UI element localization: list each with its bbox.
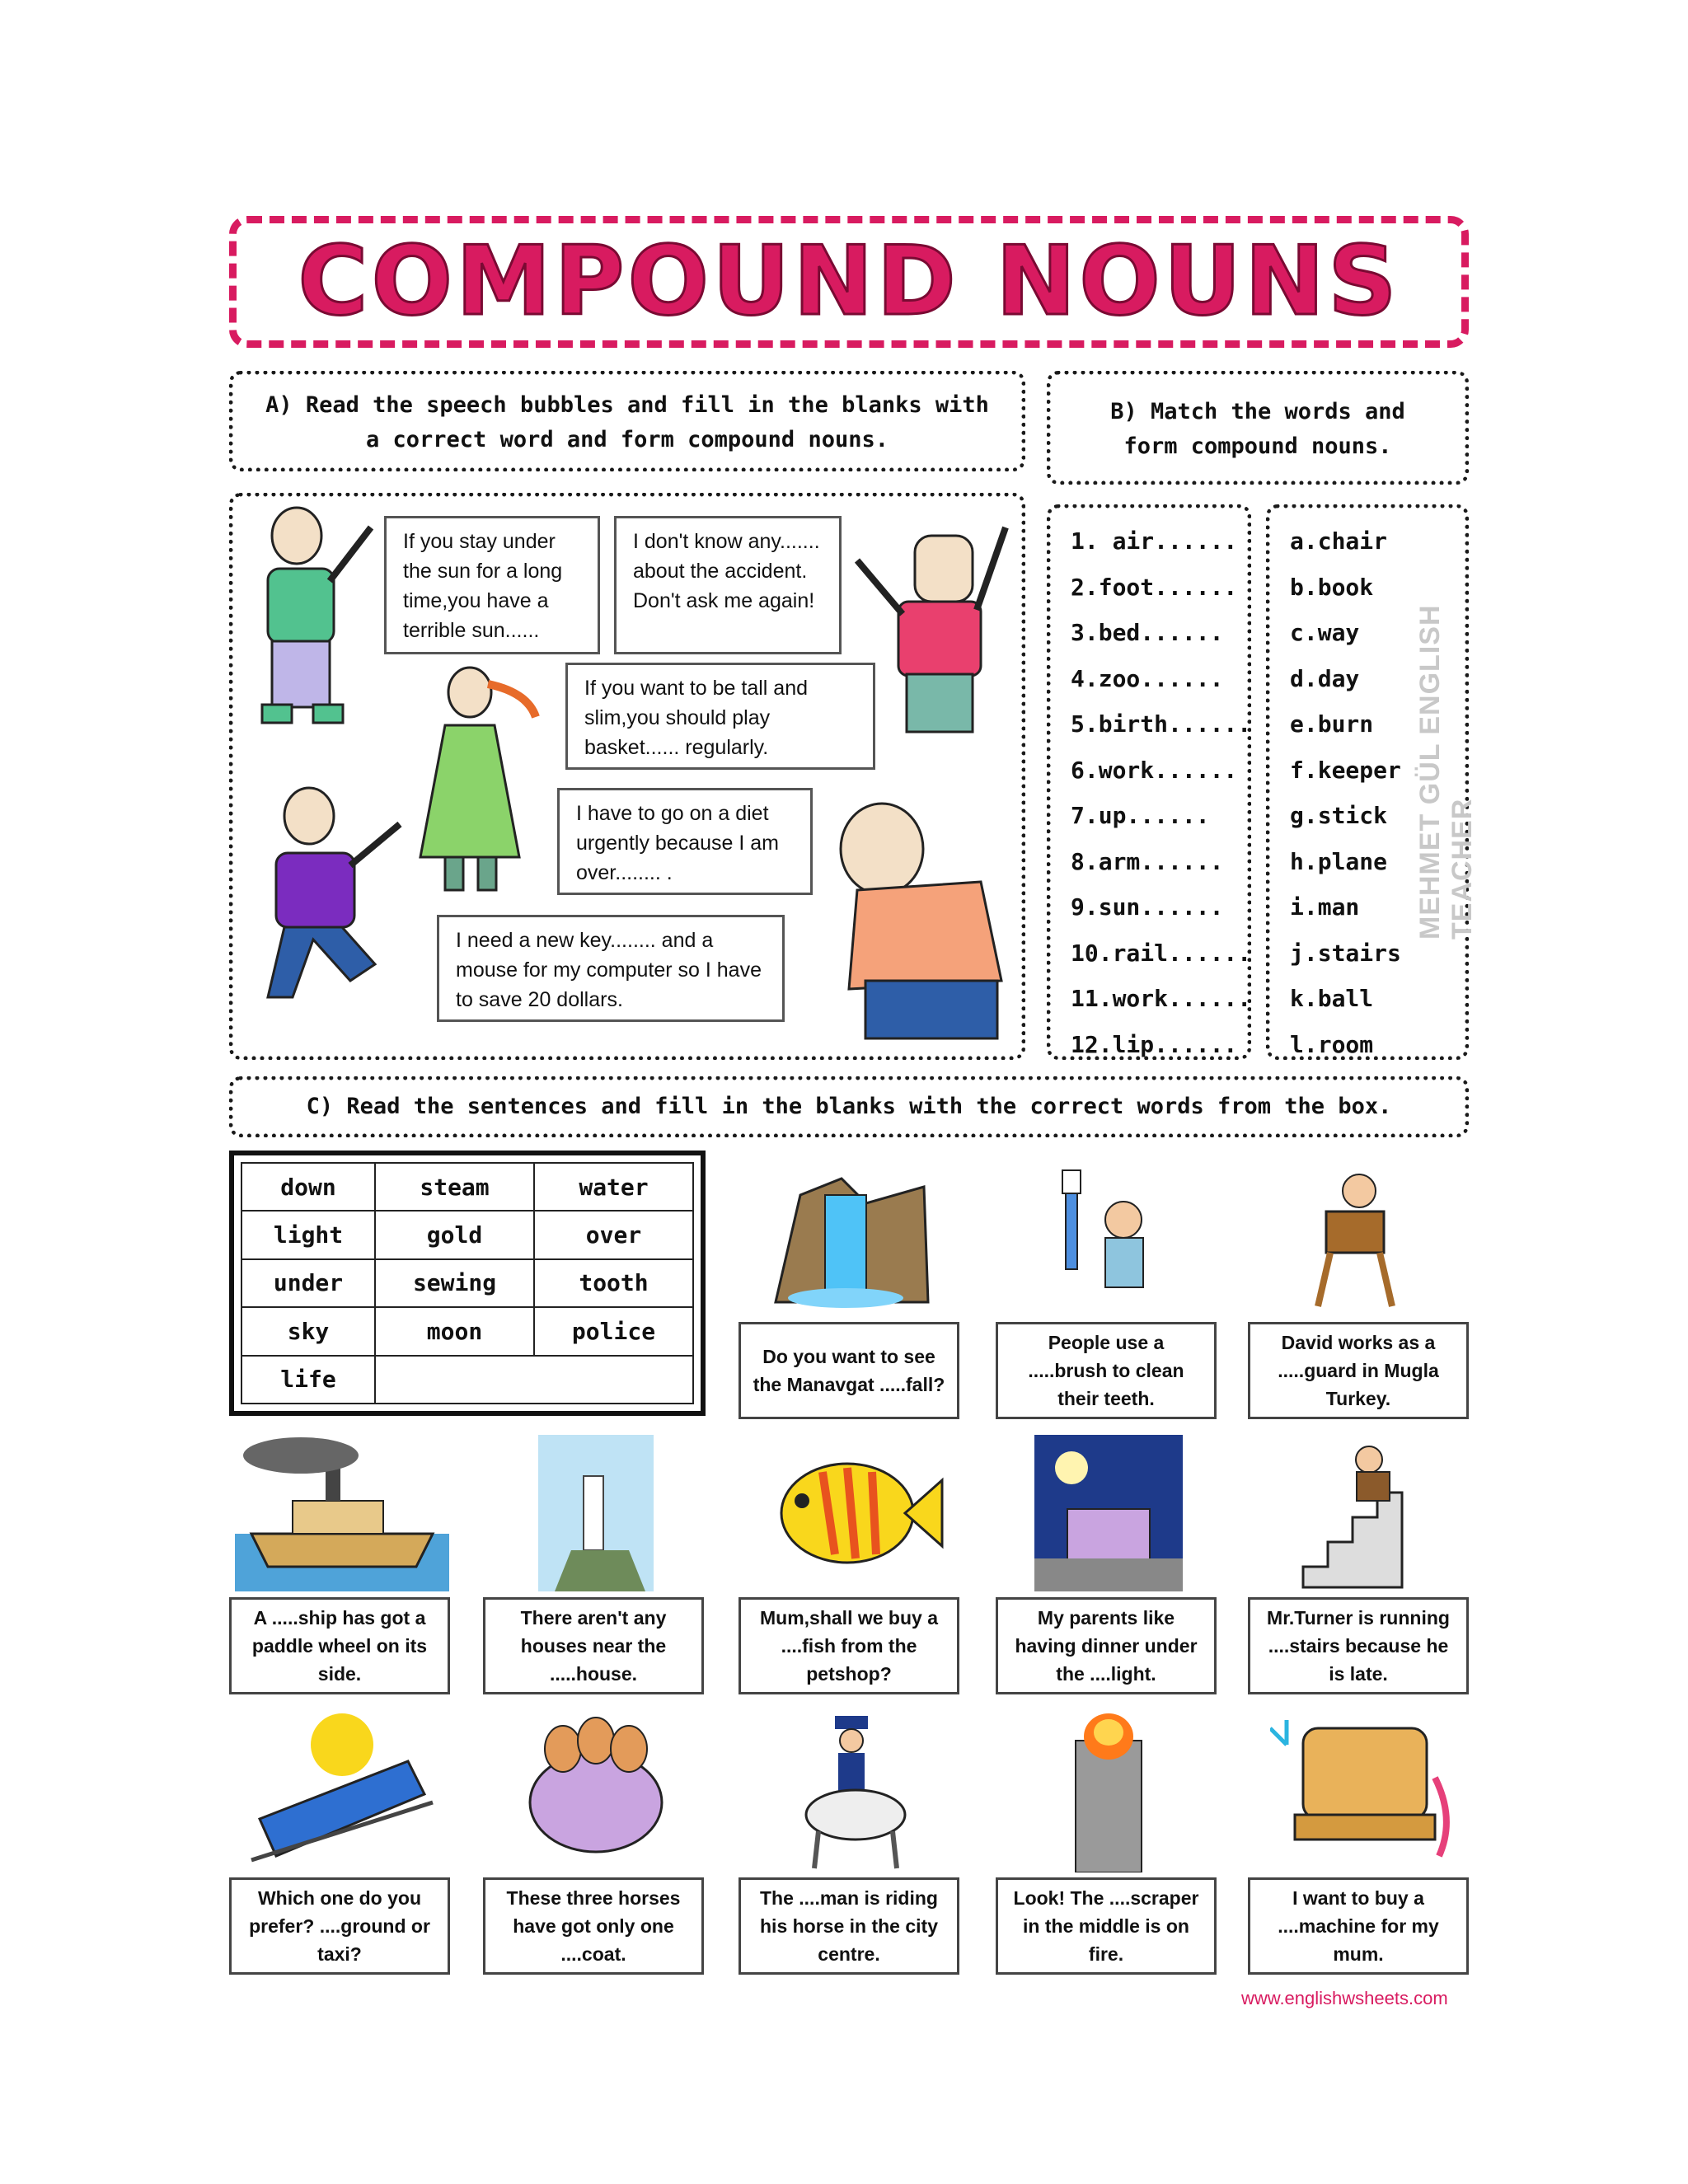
match-right-item: d.day: [1290, 664, 1360, 692]
match-right-item: c.way: [1290, 619, 1360, 646]
section-b-instruction: [1047, 371, 1469, 485]
sentence-card: Mr.Turner is running ....stairs because he is late.: [1248, 1597, 1469, 1694]
section-a-instruction: [229, 371, 1025, 471]
steamship-illustration: [229, 1431, 455, 1596]
sentence-card: My parents like having dinner under the ....light.: [996, 1597, 1217, 1694]
word-row: [241, 1356, 693, 1404]
sewing-illustration: [1248, 1708, 1474, 1872]
match-left-item: 8.arm......: [1071, 847, 1224, 875]
word-cell: sky: [241, 1307, 375, 1355]
word-table: [241, 1162, 694, 1404]
match-left-item: 9.sun......: [1071, 893, 1224, 921]
skyscraper-illustration: [996, 1708, 1221, 1872]
word-row: [241, 1307, 693, 1355]
policeman-illustration: [738, 1708, 964, 1872]
match-right-item: b.book: [1290, 573, 1374, 601]
match-right-item: k.ball: [1290, 985, 1374, 1012]
word-cell: under: [241, 1259, 375, 1307]
moonlight-illustration: [996, 1431, 1221, 1596]
match-right-item: g.stick: [1290, 802, 1388, 829]
word-cell: tooth: [534, 1259, 693, 1307]
word-box: [229, 1151, 706, 1416]
sentence-card: A .....ship has got a paddle wheel on its side.: [229, 1597, 450, 1694]
speech-bubble-sunburn: If you stay under the sun for a long time,you have a terrible sun......: [384, 516, 600, 654]
word-row: [241, 1211, 693, 1258]
word-row: [241, 1163, 693, 1211]
word-row: [241, 1259, 693, 1307]
word-cell: steam: [375, 1163, 534, 1211]
word-cell: life: [241, 1356, 375, 1404]
speech-bubble-overweight: I have to go on a diet urgently because I am over........ .: [557, 788, 813, 895]
sentence-card: David works as a .....guard in Mugla Turkey.: [1248, 1322, 1469, 1419]
section-b-instruction-line2: form compound nouns.: [1123, 434, 1392, 459]
word-cell: down: [241, 1163, 375, 1211]
sentence-card: Do you want to see the Manavgat .....fall?: [738, 1322, 959, 1419]
word-cell: moon: [375, 1307, 534, 1355]
sad-overweight-boy-illustration: [816, 791, 1014, 1047]
sentence-card: People use a .....brush to clean their teeth.: [996, 1322, 1217, 1419]
match-right-item: i.man: [1290, 893, 1360, 921]
match-left-item: 11.work......: [1071, 985, 1252, 1012]
title-frame: [229, 216, 1469, 348]
match-right-item: a.chair: [1290, 527, 1388, 555]
footer-website: www.englishwsheets.com: [1241, 1988, 1448, 2008]
match-left-item: 3.bed......: [1071, 619, 1224, 646]
teacher-watermark: MEHMET GÜL ENGLISH TEACHER: [1414, 604, 1478, 940]
horses-illustration: [483, 1708, 709, 1872]
sentence-card: There aren't any houses near the .....house.: [483, 1597, 704, 1694]
sentence-card: The ....man is riding his horse in the city centre.: [738, 1877, 959, 1975]
section-a-instruction-line1: A) Read the speech bubbles and fill in the blanks with: [265, 392, 989, 418]
word-cell-empty: [375, 1356, 693, 1404]
match-left-item: 1. air......: [1071, 527, 1238, 555]
page-title: COMPOUND NOUNS: [298, 226, 1400, 337]
sentence-card: Look! The ....scraper in the middle is on fire.: [996, 1877, 1217, 1975]
sentence-card: I want to buy a ....machine for my mum.: [1248, 1877, 1469, 1975]
section-a-instruction-line2: a correct word and form compound nouns.: [366, 427, 889, 452]
train-illustration: [229, 1708, 455, 1872]
match-left-item: 7.up......: [1071, 802, 1210, 829]
word-cell: sewing: [375, 1259, 534, 1307]
toothbrush-illustration: [996, 1154, 1218, 1319]
match-left-item: 4.zoo......: [1071, 664, 1224, 692]
word-cell: gold: [375, 1211, 534, 1258]
match-left-item: 10.rail......: [1071, 939, 1252, 967]
boy-waving-illustration: [247, 503, 387, 750]
sentence-card: Which one do you prefer? ....ground or taxi?: [229, 1877, 450, 1975]
goldfish-illustration: [738, 1431, 964, 1596]
match-right-item: j.stairs: [1290, 939, 1401, 967]
speech-bubble-basketball: If you want to be tall and slim,you should play basket...... regularly.: [565, 663, 875, 770]
word-cell: over: [534, 1211, 693, 1258]
sentence-card: Mum,shall we buy a ....fish from the petshop?: [738, 1597, 959, 1694]
match-left-item: 5.birth......: [1071, 710, 1252, 738]
speech-bubble-keyboard: I need a new key........ and a mouse for my computer so I have to save 20 dollars.: [437, 915, 785, 1022]
sentence-card: These three horses have got only one ....coat.: [483, 1877, 704, 1975]
match-right-item: h.plane: [1290, 847, 1388, 875]
match-left-item: 6.work......: [1071, 756, 1238, 784]
match-left-item: 12.lip......: [1071, 1030, 1238, 1058]
lighthouse-illustration: [483, 1431, 709, 1596]
word-cell: water: [534, 1163, 693, 1211]
match-right-item: e.burn: [1290, 710, 1374, 738]
speech-bubble-anyone: I don't know any....... about the accident. Don't ask me again!: [614, 516, 842, 654]
waterfall-illustration: [738, 1154, 961, 1319]
running-boy-illustration: [235, 775, 424, 1022]
section-c-instruction: C) Read the sentences and fill in the blanks with the correct words from the box.: [229, 1076, 1469, 1137]
word-cell: police: [534, 1307, 693, 1355]
stairs-illustration: [1248, 1431, 1474, 1596]
match-right-item: f.keeper: [1290, 756, 1401, 784]
match-left-column: [1047, 504, 1251, 1060]
section-b-instruction-line1: B) Match the words and: [1110, 399, 1405, 424]
match-left-item: 2.foot......: [1071, 573, 1238, 601]
word-cell: light: [241, 1211, 375, 1258]
lifeguard-illustration: [1248, 1154, 1470, 1319]
match-right-item: l.room: [1290, 1030, 1374, 1058]
